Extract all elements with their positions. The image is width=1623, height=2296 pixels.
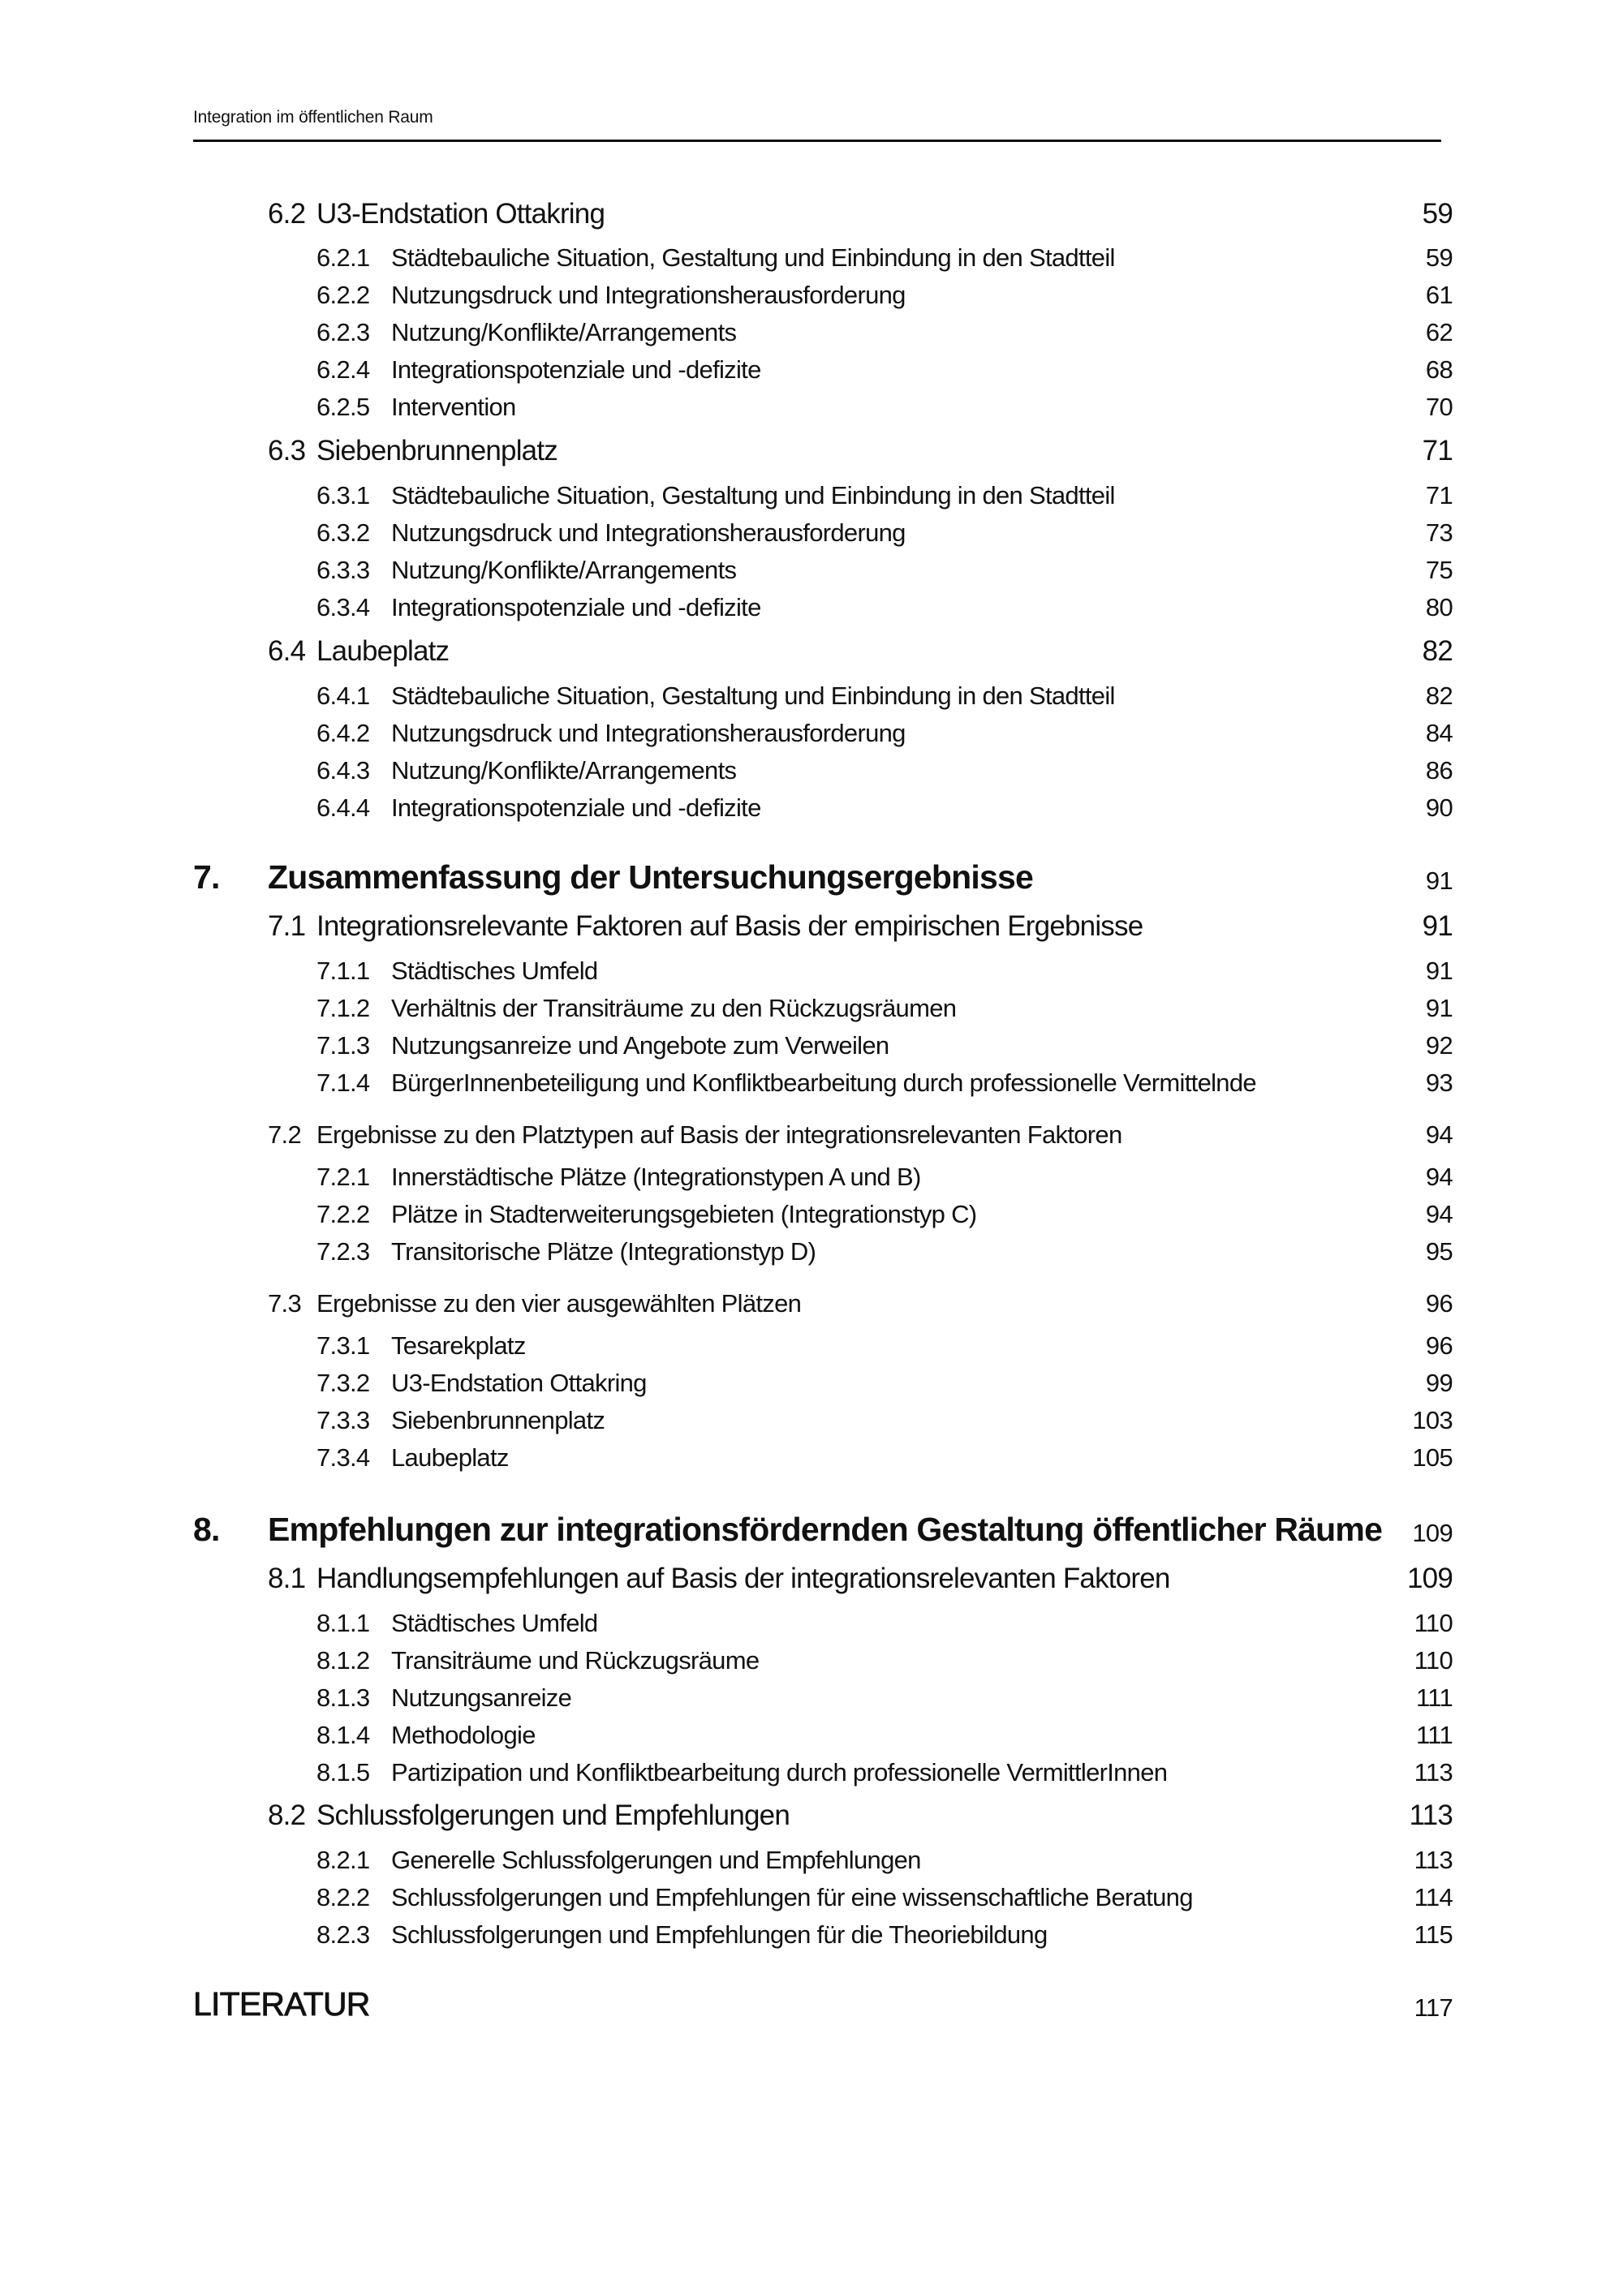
toc-page: 82 — [1425, 681, 1453, 710]
toc-number: 7. — [193, 858, 220, 896]
toc-number: 6.3.2 — [316, 518, 370, 547]
toc-subsection-8-1-5[interactable] — [0, 1757, 1623, 1798]
toc-chapter-8[interactable] — [0, 1510, 1623, 1550]
toc-number: 8.1.5 — [316, 1758, 370, 1786]
toc-page: 110 — [1414, 1609, 1453, 1637]
toc-subsection-6-2-4[interactable] — [0, 355, 1623, 395]
toc-page: 86 — [1425, 756, 1453, 785]
toc-page: 91 — [1425, 994, 1453, 1022]
toc-subsection-6-3-1[interactable] — [0, 480, 1623, 521]
toc-section-6-4[interactable] — [0, 634, 1623, 675]
toc-number: 6.2.1 — [316, 243, 370, 272]
toc-page: 109 — [1412, 1519, 1453, 1547]
toc-title: Städtisches Umfeld — [391, 1609, 598, 1637]
toc-number: 7.3.3 — [316, 1406, 370, 1434]
toc-title: Ergebnisse zu den vier ausgewählten Plätzen — [316, 1289, 802, 1318]
toc-page: 115 — [1414, 1920, 1453, 1949]
toc-title: Intervention — [391, 393, 516, 421]
toc-subsection-6-3-3[interactable] — [0, 555, 1623, 595]
toc-page: 105 — [1412, 1443, 1453, 1472]
toc-page: 70 — [1425, 393, 1453, 421]
toc-title: U3-Endstation Ottakring — [316, 198, 605, 230]
toc-subsection-8-1-3[interactable] — [0, 1683, 1623, 1723]
toc-title: Generelle Schlussfolgerungen und Empfehlungen — [391, 1846, 921, 1874]
toc-page: 71 — [1425, 481, 1453, 510]
toc-number: 7.2.1 — [316, 1163, 370, 1191]
toc-subsection-7-3-4[interactable] — [0, 1443, 1623, 1483]
toc-title: Tesarekplatz — [391, 1331, 526, 1360]
toc-number: 7.2.3 — [316, 1237, 370, 1266]
toc-number: 8.1.2 — [316, 1646, 370, 1675]
toc-page: 92 — [1425, 1031, 1453, 1060]
toc-number: 7.3.1 — [316, 1331, 370, 1360]
toc-subsection-7-1-1[interactable] — [0, 956, 1623, 996]
toc-title: Zusammenfassung der Untersuchungsergebnisse — [268, 858, 1034, 896]
toc-title: Methodologie — [391, 1721, 536, 1749]
toc-subsection-7-1-2[interactable] — [0, 993, 1623, 1034]
toc-section-7-1[interactable] — [0, 909, 1623, 950]
toc-subsection-6-2-2[interactable] — [0, 280, 1623, 320]
toc-title: Integrationspotenziale und -defizite — [391, 593, 761, 621]
toc-page: 113 — [1414, 1846, 1453, 1874]
toc-subsection-6-3-4[interactable] — [0, 592, 1623, 633]
toc-title: U3-Endstation Ottakring — [391, 1369, 647, 1397]
toc-page: 68 — [1425, 355, 1453, 384]
toc-subsection-6-2-5[interactable] — [0, 392, 1623, 432]
toc-title: Empfehlungen zur integrationsfördernden Gestaltung öffentlicher Räume — [268, 1511, 1383, 1548]
toc-page: 59 — [1425, 243, 1453, 272]
toc-subsection-7-3-2[interactable] — [0, 1368, 1623, 1408]
toc-page: 59 — [1422, 198, 1453, 230]
toc-number: 7.2 — [268, 1120, 301, 1149]
toc-title: Schlussfolgerungen und Empfehlungen — [316, 1799, 790, 1831]
toc-subsection-6-4-1[interactable] — [0, 681, 1623, 721]
toc-page: 91 — [1425, 866, 1453, 895]
toc-subsection-8-1-1[interactable] — [0, 1608, 1623, 1649]
toc-page: 96 — [1425, 1331, 1453, 1360]
toc-page: 113 — [1409, 1799, 1453, 1831]
toc-page: 113 — [1414, 1758, 1453, 1786]
toc-number: 6.4.1 — [316, 681, 370, 710]
toc-chapter-7[interactable] — [0, 858, 1623, 898]
toc-subsection-6-2-3[interactable] — [0, 317, 1623, 358]
toc-page: 94 — [1425, 1120, 1453, 1149]
toc-page: 84 — [1425, 719, 1453, 747]
toc-number: 6.2.4 — [316, 355, 370, 384]
toc-subsection-8-2-2[interactable] — [0, 1882, 1623, 1923]
toc-number: 7.1.4 — [316, 1068, 370, 1097]
toc-title: Nutzungsdruck und Integrationsherausforderung — [391, 281, 906, 309]
toc-subsection-8-1-2[interactable] — [0, 1645, 1623, 1686]
toc-subsection-6-2-1[interactable] — [0, 243, 1623, 283]
toc-page: 71 — [1422, 435, 1453, 467]
toc-page: 114 — [1414, 1883, 1453, 1911]
toc-number: 6.2.5 — [316, 393, 370, 421]
toc-number: 6.2 — [268, 198, 306, 230]
toc-number: 8.1.1 — [316, 1609, 370, 1637]
toc-section-7-2[interactable] — [0, 1120, 1623, 1160]
toc-number: 6.4.4 — [316, 793, 370, 822]
toc-title: Siebenbrunnenplatz — [316, 435, 558, 467]
toc-page: 80 — [1425, 593, 1453, 621]
toc-section-8-2[interactable] — [0, 1799, 1623, 1839]
toc-title: Handlungsempfehlungen auf Basis der integrationsrelevanten Faktoren — [316, 1563, 1170, 1594]
toc-page: 62 — [1425, 318, 1453, 346]
toc-subsection-7-1-3[interactable] — [0, 1030, 1623, 1071]
toc-title: Transitorische Plätze (Integrationstyp D) — [391, 1237, 816, 1266]
toc-title: Schlussfolgerungen und Empfehlungen für eine wissenschaftliche Beratung — [391, 1883, 1193, 1911]
toc-subsection-6-4-3[interactable] — [0, 755, 1623, 796]
toc-number: 7.3.2 — [316, 1369, 370, 1397]
toc-number: 6.3.3 — [316, 556, 370, 584]
toc-section-6-2[interactable] — [0, 197, 1623, 238]
toc-title: Laubeplatz — [316, 635, 450, 667]
toc-section-7-3[interactable] — [0, 1288, 1623, 1329]
toc-page: 95 — [1425, 1237, 1453, 1266]
toc-title: Integrationspotenziale und -defizite — [391, 793, 761, 822]
toc-subsection-7-3-3[interactable] — [0, 1405, 1623, 1446]
toc-title: Nutzung/Konflikte/Arrangements — [391, 556, 737, 584]
toc-page: 111 — [1415, 1721, 1453, 1749]
toc-page: 109 — [1407, 1563, 1453, 1594]
toc-section-6-3[interactable] — [0, 434, 1623, 475]
toc-page: 99 — [1425, 1369, 1453, 1397]
toc-subsection-8-1-4[interactable] — [0, 1720, 1623, 1761]
toc-subsection-7-2-1[interactable] — [0, 1162, 1623, 1202]
toc-number: 7.1.2 — [316, 994, 370, 1022]
toc-title: Nutzungsdruck und Integrationsherausforderung — [391, 719, 906, 747]
toc-page: 110 — [1414, 1646, 1453, 1675]
toc-number: 8.1 — [268, 1563, 306, 1594]
toc-literatur[interactable] — [0, 1984, 1623, 2025]
toc-number: 6.3 — [268, 435, 306, 467]
toc-title: Schlussfolgerungen und Empfehlungen für die Theoriebildung — [391, 1920, 1048, 1949]
toc-number: 7.1 — [268, 910, 306, 942]
toc-page: 61 — [1425, 281, 1453, 309]
toc-title: Siebenbrunnenplatz — [391, 1406, 605, 1434]
toc-title: LITERATUR — [193, 1985, 370, 2023]
toc-page: 96 — [1425, 1289, 1453, 1318]
toc-title: Integrationspotenziale und -defizite — [391, 355, 761, 384]
toc-title: Ergebnisse zu den Platztypen auf Basis der integrationsrelevanten Faktoren — [316, 1120, 1122, 1149]
toc-number: 7.2.2 — [316, 1200, 370, 1228]
toc-title: Transiträume und Rückzugsräume — [391, 1646, 760, 1675]
running-header-title: Integration im öffentlichen Raum — [193, 108, 433, 127]
toc-number: 6.4.3 — [316, 756, 370, 785]
toc-number: 8.2.2 — [316, 1883, 370, 1911]
toc-subsection-7-2-3[interactable] — [0, 1236, 1623, 1277]
toc-number: 6.2.2 — [316, 281, 370, 309]
toc-number: 6.3.1 — [316, 481, 370, 510]
toc-title: Städtebauliche Situation, Gestaltung und Einbindung in den Stadtteil — [391, 681, 1115, 710]
toc-number: 6.4.2 — [316, 719, 370, 747]
toc-title: Nutzung/Konflikte/Arrangements — [391, 318, 737, 346]
toc-title: Laubeplatz — [391, 1443, 509, 1472]
toc-subsection-6-4-2[interactable] — [0, 718, 1623, 759]
toc-number: 7.3 — [268, 1289, 301, 1318]
toc-page: 90 — [1425, 793, 1453, 822]
toc-number: 8. — [193, 1511, 220, 1548]
toc-page: 111 — [1415, 1683, 1453, 1712]
toc-page: 94 — [1425, 1163, 1453, 1191]
toc-title: Innerstädtische Plätze (Integrationstypen A und B) — [391, 1163, 921, 1191]
toc-title: Nutzungsanreize — [391, 1683, 572, 1712]
toc-subsection-8-2-1[interactable] — [0, 1845, 1623, 1885]
toc-number: 7.1.1 — [316, 957, 370, 985]
toc-subsection-7-2-2[interactable] — [0, 1199, 1623, 1240]
toc-number: 7.1.3 — [316, 1031, 370, 1060]
toc-subsection-6-4-4[interactable] — [0, 793, 1623, 833]
toc-number: 7.3.4 — [316, 1443, 370, 1472]
toc-title: Nutzungsanreize und Angebote zum Verweilen — [391, 1031, 889, 1060]
toc-title: Nutzungsdruck und Integrationsherausforderung — [391, 518, 906, 547]
toc-title: Städtisches Umfeld — [391, 957, 598, 985]
toc-page: 93 — [1425, 1068, 1453, 1097]
toc-section-8-1[interactable] — [0, 1562, 1623, 1602]
toc-title: BürgerInnenbeteiligung und Konfliktbearbeitung durch professionelle Vermittelnde — [391, 1068, 1256, 1097]
toc-number: 8.2.3 — [316, 1920, 370, 1949]
toc-page: 117 — [1414, 1993, 1453, 2022]
toc-page: 75 — [1425, 556, 1453, 584]
toc-title: Städtebauliche Situation, Gestaltung und Einbindung in den Stadtteil — [391, 481, 1115, 510]
toc-title: Partizipation und Konfliktbearbeitung durch professionelle VermittlerInnen — [391, 1758, 1168, 1786]
toc-number: 8.1.3 — [316, 1683, 370, 1712]
toc-number: 8.1.4 — [316, 1721, 370, 1749]
toc-subsection-7-3-1[interactable] — [0, 1331, 1623, 1371]
toc-subsection-8-2-3[interactable] — [0, 1920, 1623, 1960]
toc-page: 73 — [1425, 518, 1453, 547]
toc-number: 8.2 — [268, 1799, 306, 1831]
toc-title: Städtebauliche Situation, Gestaltung und Einbindung in den Stadtteil — [391, 243, 1115, 272]
toc-page: 82 — [1422, 635, 1453, 667]
toc-title: Integrationsrelevante Faktoren auf Basis der empirischen Ergebnisse — [316, 910, 1143, 942]
toc-number: 6.3.4 — [316, 593, 370, 621]
toc-title: Nutzung/Konflikte/Arrangements — [391, 756, 737, 785]
toc-subsection-7-1-4[interactable] — [0, 1068, 1623, 1108]
toc-title: Verhältnis der Transiträume zu den Rückzugsräumen — [391, 994, 957, 1022]
toc-page: 91 — [1425, 957, 1453, 985]
toc-page: 103 — [1412, 1406, 1453, 1434]
toc-number: 6.2.3 — [316, 318, 370, 346]
toc-title: Plätze in Stadterweiterungsgebieten (Integrationstyp C) — [391, 1200, 977, 1228]
toc-number: 6.4 — [268, 635, 306, 667]
toc-number: 8.2.1 — [316, 1846, 370, 1874]
toc-page: 94 — [1425, 1200, 1453, 1228]
toc-subsection-6-3-2[interactable] — [0, 518, 1623, 558]
toc-page: 91 — [1422, 910, 1453, 942]
